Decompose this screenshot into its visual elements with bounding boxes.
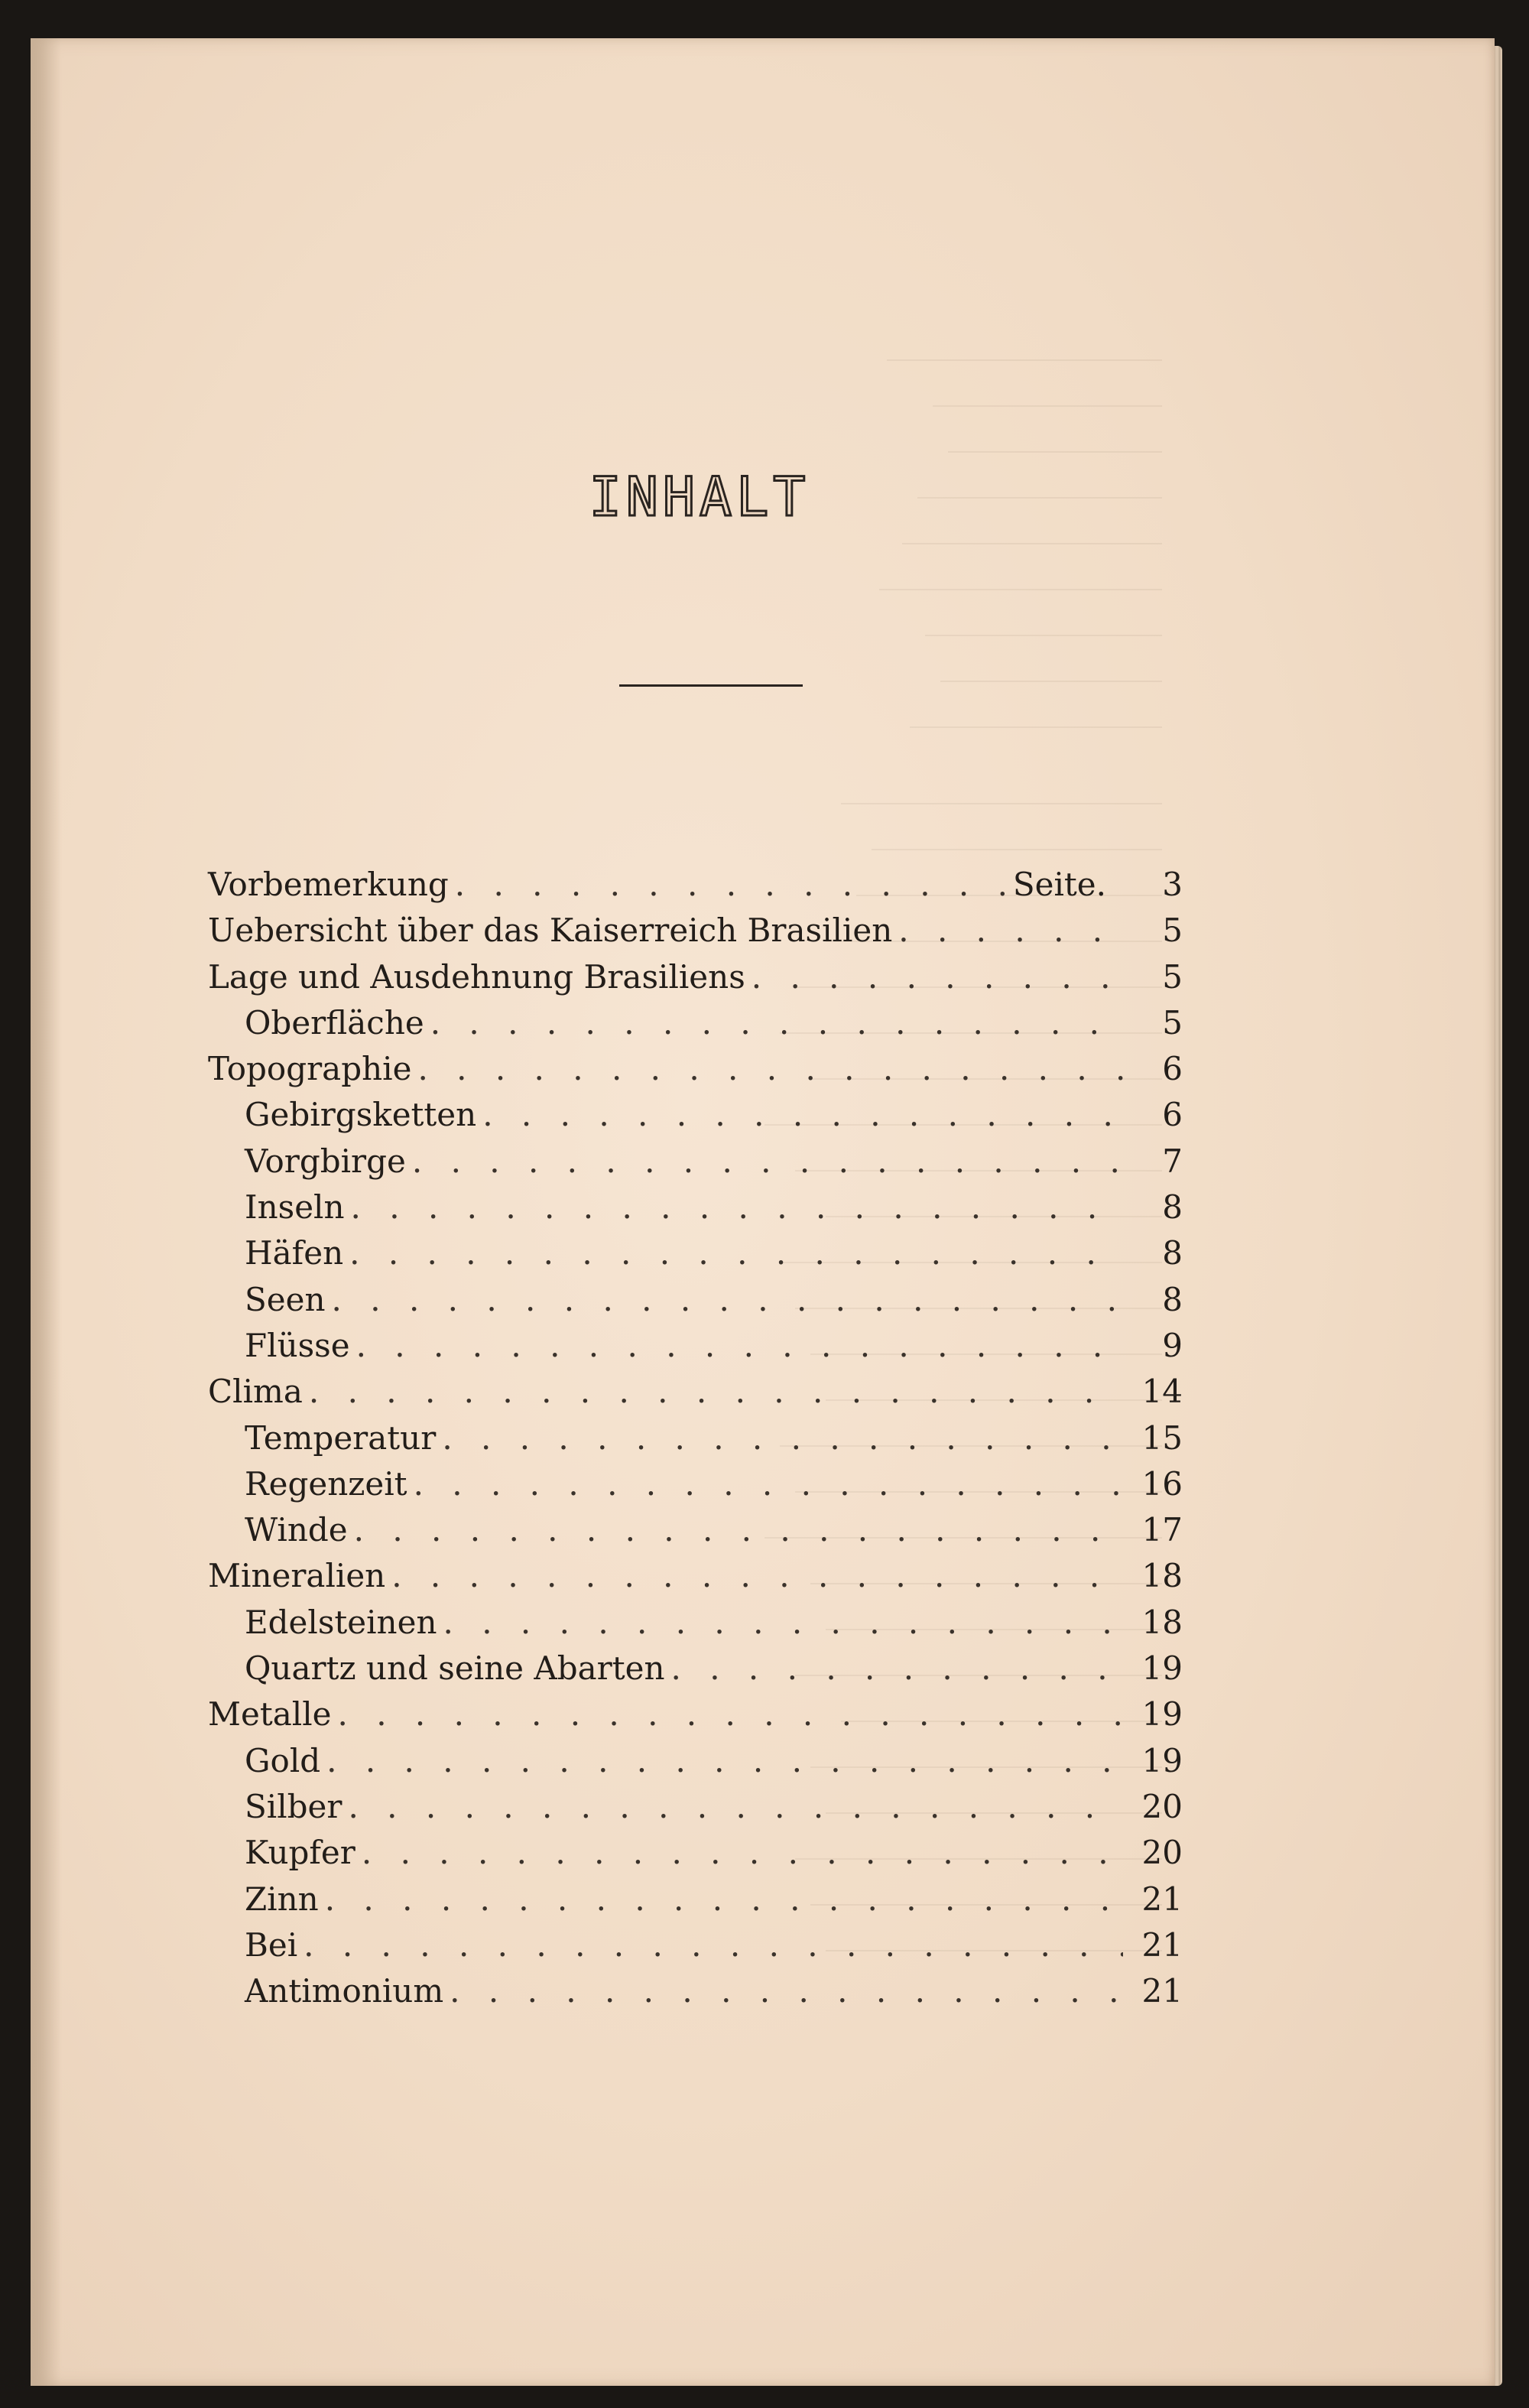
toc-entry-label: Regenzeit (245, 1464, 407, 1503)
dot-leader (443, 1604, 1123, 1641)
toc-page-number: 5 (1162, 912, 1183, 950)
dot-leader (338, 1695, 1124, 1733)
toc-entry (208, 1926, 1183, 1972)
toc-page-number: 17 (1141, 1511, 1183, 1549)
toc-entry (208, 1788, 1183, 1834)
dot-leader (391, 1557, 1123, 1594)
toc-entry-label: Häfen (245, 1234, 344, 1272)
toc-entry (208, 1511, 1183, 1557)
toc-entry-label: Flüsse (245, 1326, 350, 1364)
toc-entry-label: Quartz und seine Abarten (245, 1649, 665, 1688)
toc-seite-label: Seite. (1012, 866, 1106, 903)
toc-entry-label: Silber (245, 1787, 342, 1825)
toc-entry-label: Edelsteinen (245, 1603, 437, 1641)
toc-page-number: 5 (1162, 1003, 1183, 1042)
dot-leader (450, 1972, 1123, 2010)
toc-page-number: 20 (1141, 1787, 1183, 1825)
toc-entry (208, 1557, 1183, 1603)
toc-entry (208, 1604, 1183, 1649)
toc-entry (208, 1419, 1183, 1465)
toc-page-number: 8 (1162, 1280, 1183, 1318)
dot-leader (356, 1327, 1123, 1364)
table-of-contents (208, 866, 1183, 2018)
dot-leader (414, 1465, 1123, 1503)
toc-page-number: 20 (1141, 1834, 1183, 1872)
toc-entry-label: Temperatur (245, 1418, 437, 1457)
toc-entry (208, 1695, 1183, 1741)
toc-entry (208, 1742, 1183, 1788)
toc-entry-label: Seen (245, 1280, 326, 1318)
toc-entry (208, 866, 1183, 912)
toc-page-number: 15 (1141, 1418, 1183, 1457)
toc-page-number: 7 (1162, 1142, 1183, 1180)
toc-entry-label: Vorbemerkung (208, 866, 449, 903)
toc-page-number: 21 (1141, 1880, 1183, 1918)
dot-leader (351, 1188, 1123, 1226)
toc-entry (208, 1281, 1183, 1327)
toc-entry-label: Winde (245, 1511, 348, 1549)
toc-entry-label: Gold (245, 1741, 321, 1779)
toc-page-number: 19 (1141, 1649, 1183, 1688)
toc-entry-label: Oberfläche (245, 1003, 424, 1042)
toc-page-number: 8 (1162, 1234, 1183, 1272)
dot-leader (671, 1649, 1123, 1687)
toc-page-number: 9 (1162, 1326, 1183, 1364)
toc-entry (208, 1465, 1183, 1511)
dot-leader (430, 1004, 1123, 1042)
dot-leader (332, 1281, 1123, 1318)
dot-leader (325, 1880, 1123, 1918)
toc-entry-label: Mineralien (208, 1557, 386, 1595)
toc-entry (208, 912, 1183, 957)
dot-leader (442, 1419, 1123, 1457)
toc-entry-label: Inseln (245, 1188, 345, 1227)
toc-page-number: 6 (1162, 1096, 1183, 1134)
toc-page-number: 19 (1141, 1695, 1183, 1734)
toc-entry (208, 1649, 1183, 1695)
dot-leader (482, 1096, 1123, 1133)
toc-entry (208, 1004, 1183, 1050)
toc-entry (208, 1142, 1183, 1188)
toc-page-number: 18 (1141, 1557, 1183, 1595)
toc-entry-label: Uebersicht über das Kaiserreich Brasilien (208, 912, 893, 950)
toc-page-number: 8 (1162, 1188, 1183, 1227)
toc-page-number: 5 (1162, 957, 1183, 996)
dot-leader (455, 866, 1007, 903)
dot-leader (348, 1788, 1123, 1825)
toc-entry-label: Topographie (208, 1050, 412, 1088)
toc-entry (208, 1834, 1183, 1880)
toc-entry-label: Gebirgsketten (245, 1096, 477, 1134)
toc-entry-label: Zinn (245, 1880, 319, 1918)
toc-page-number: 16 (1141, 1464, 1183, 1503)
dot-leader (752, 958, 1123, 996)
toc-page-number: 14 (1141, 1373, 1183, 1411)
toc-page-number: 18 (1141, 1603, 1183, 1641)
toc-entry-label: Vorgbirge (245, 1142, 406, 1180)
toc-entry (208, 1880, 1183, 1926)
dot-leader (326, 1742, 1123, 1779)
book-page (31, 38, 1495, 2386)
toc-entry-label: Lage und Ausdehnung Brasiliens (208, 957, 745, 996)
toc-page-number: 21 (1141, 1925, 1183, 1964)
toc-entry-label: Antimonium (245, 1972, 444, 2010)
toc-entry (208, 1327, 1183, 1373)
toc-entry (208, 1972, 1183, 2018)
toc-page-number: 3 (1162, 866, 1183, 903)
toc-entry (208, 1234, 1183, 1280)
toc-entry (208, 1050, 1183, 1096)
toc-page-number: 6 (1162, 1050, 1183, 1088)
dot-leader (304, 1926, 1123, 1964)
dot-leader (349, 1234, 1123, 1272)
toc-entry (208, 1096, 1183, 1142)
dot-leader (412, 1142, 1123, 1180)
dot-leader (898, 912, 1123, 949)
toc-page-number: 21 (1141, 1972, 1183, 2010)
dot-leader (417, 1050, 1123, 1087)
toc-entry-label: Metalle (208, 1695, 332, 1734)
toc-entry-label: Bei (245, 1925, 298, 1964)
toc-entry (208, 1188, 1183, 1234)
dot-leader (362, 1834, 1123, 1871)
toc-entry-label: Clima (208, 1373, 303, 1411)
dot-leader (354, 1511, 1123, 1548)
toc-entry (208, 1373, 1183, 1418)
title-rule (619, 684, 803, 687)
page-title: INHALT (589, 466, 810, 528)
toc-entry-label: Kupfer (245, 1834, 355, 1872)
toc-entry (208, 958, 1183, 1004)
page-gutter-shadow (31, 38, 61, 2386)
toc-page-number: 19 (1141, 1741, 1183, 1779)
dot-leader (309, 1373, 1123, 1410)
